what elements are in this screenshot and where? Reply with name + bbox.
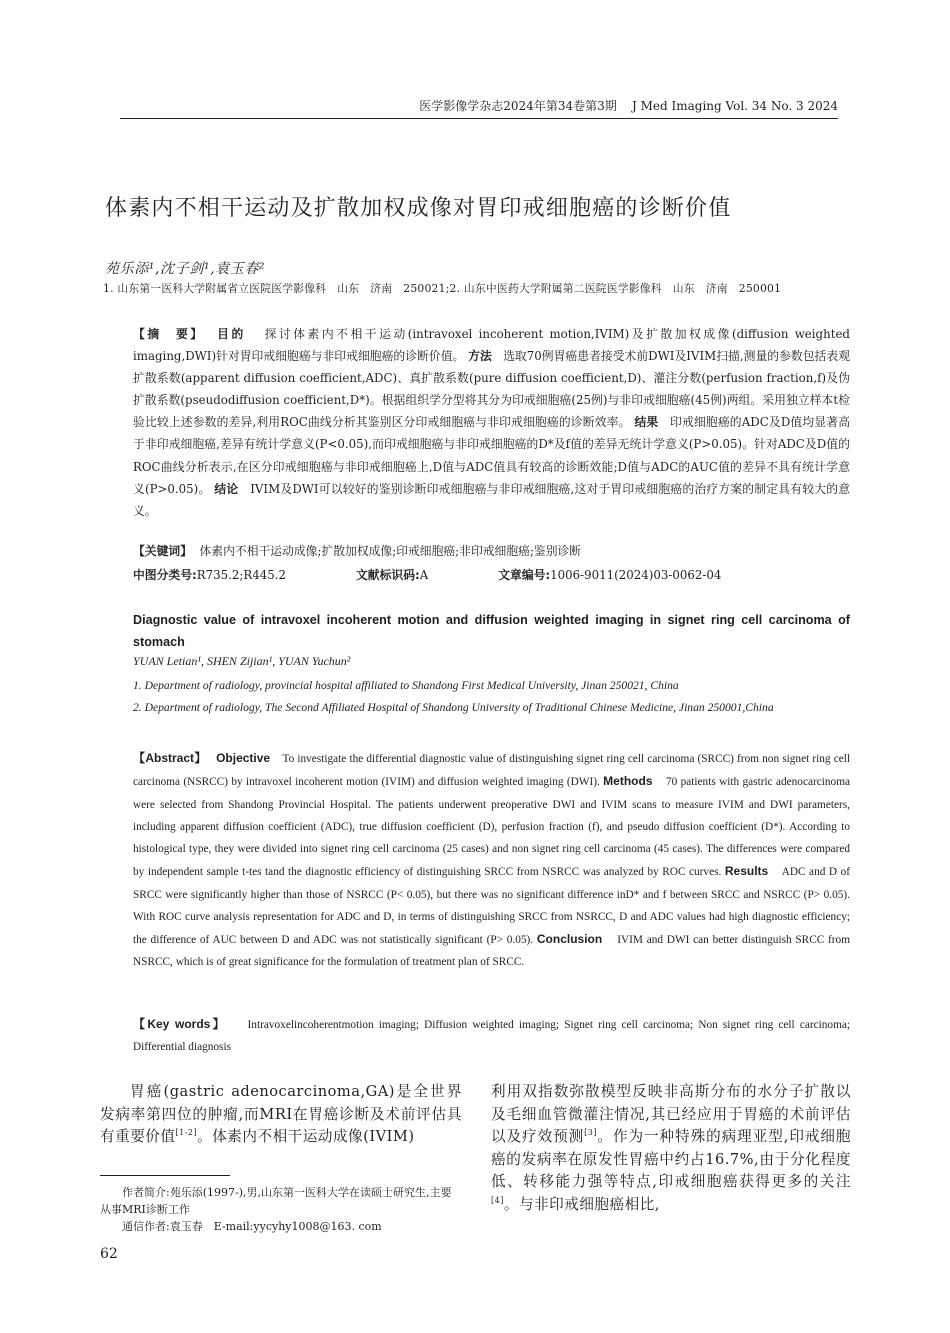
article-title-cn: 体素内不相干运动及扩散加权成像对胃印戒细胞癌的诊断价值 [105, 196, 732, 221]
clc-label: 中图分类号: [133, 568, 197, 582]
results-cn: 印戒细胞癌的ADC及D值均显著高于非印戒细胞癌,差异有统计学意义(P<0.05),而印戒细胞癌与非印戒细胞癌的D*及f值的差异无统计学意义(P>0.05)。针对ADC及D值的ROC曲线分析表示,在区分印戒细胞癌与非印戒细胞癌上,D值与ADC值具有较高的诊断效能;D值与ADC的AUC值的差异不具有统计学意义(P>0.05)。 [133, 415, 851, 496]
footnote-rule [100, 1175, 230, 1176]
body-right-text-1: 利用双指数弥散模型反映非高斯分布的水分子扩散以及毛细血管微灌注情况,其已经应用于胃癌的术前评估以及疗效预测 [491, 1083, 851, 1146]
body-left-column [100, 1081, 462, 1149]
header-rule [120, 118, 838, 119]
abstract-cn [133, 323, 850, 522]
footnote-author-intro: 作者简介:苑乐添(1997-),男,山东第一医科大学在读硕士研究生,主要从事MRI诊断工作 [100, 1186, 452, 1216]
keywords-en [133, 1013, 850, 1058]
conclusion-en: IVIM and DWI can better distinguish SRCC from NSRCC, which is of great significance for the formulation of treatment plan of SRCC. [133, 934, 850, 969]
running-header [120, 97, 838, 114]
citation-1-2: [1-2] [175, 1128, 198, 1138]
body-right-column [491, 1081, 851, 1217]
article-no-label: 文章编号: [498, 568, 551, 582]
page-number: 62 [100, 1246, 118, 1262]
doc-code-value: A [419, 568, 429, 582]
objective-en: To investigate the differential diagnostic value of distinguishing signet ring cell carcinoma (SRCC) from non signet ring cell carcinoma (NSRCC) by intravoxel incoherent motion (IVIM) and diffusion weighted imaging (DWI). [133, 753, 851, 789]
keywords-en-text: Intravoxelincoherentmotion imaging; Diffusion weighted imaging; Signet ring cell carcinoma; Non signet ring cell carcinoma; Differential diagnosis [133, 1019, 851, 1053]
objective-cn: 探讨体素内不相干运动(intravoxel incoherent motion,IVIM)及扩散加权成像(diffusion weighted imaging,DWI)针对胃印戒细胞癌与非印戒细胞癌的诊断价值。 [133, 327, 850, 364]
methods-cn: 选取70例胃癌患者接受术前DWI及IVIM扫描,测量的参数包括表观扩散系数(apparent diffusion coefficient,ADC)、真扩散系数(pure diffusion coefficient,D)、灌注分数(perfusion fraction,f)及伪扩散系数(pseudodiffusion coefficient,D*)。根据组织学分型将其分为印戒细胞癌(25例)与非印戒细胞癌(45例)两组。采用独立样本t检验比较上述参数的差异,利用ROC曲线分析其鉴别区分印戒细胞癌与非印戒细胞癌的诊断效率。 [133, 349, 850, 430]
authors-cn: 苑乐添¹,沈子剑¹,袁玉春² [105, 261, 266, 277]
authors-en: YUAN Letian¹, SHEN Zijian¹, YUAN Yuchun² [133, 654, 351, 668]
abstract-cn-label: 【摘 要】 [133, 327, 205, 341]
conclusion-label-en: Conclusion [536, 932, 603, 946]
article-no-value: 1006-9011(2024)03-0062-04 [550, 568, 722, 582]
conclusion-label-cn: 结论 [214, 481, 239, 496]
results-en: ADC and D of SRCC were significantly higher than those of NSRCC (P< 0.05), but there was no significant difference inD* and f between SRCC and NSRCC (P> 0.05). With ROC curve analysis representation for ADC and D, in terms of distinguishing SRCC from NSRCC, D and ADC values had high diagnostic efficiency; the difference of AUC between D and ADC was not statistically significant (P> 0.05). [133, 866, 850, 946]
results-label-cn: 结果 [634, 415, 659, 430]
header-en-journal: J Med Imaging Vol. 34 No. 3 2024 [632, 99, 838, 113]
footnote-corresponding: 通信作者:袁玉春 E-mail:yycyhy1008@163. com [122, 1220, 382, 1233]
classification-line [133, 566, 850, 583]
body-right-text-3: 。与非印戒细胞癌相比, [503, 1195, 660, 1213]
body-right-text-2: 。作为一种特殊的病理亚型,印戒细胞癌的发病率在原发性胃癌中约占16.7%,由于分化程度低、转移能力强等特点,印戒细胞癌获得更多的关注 [491, 1128, 851, 1191]
conclusion-cn: IVIM及DWI可以较好的鉴别诊断印戒细胞癌与非印戒细胞癌,这对于胃印戒细胞癌的治疗方案的制定具有较大的意义。 [133, 481, 851, 518]
keywords-en-label: 【Key words】 [133, 1017, 227, 1031]
clc-value: R735.2;R445.2 [196, 568, 286, 582]
results-label-en: Results [724, 864, 769, 879]
header-cn-journal: 医学影像学杂志2024年第34卷第3期 [419, 99, 617, 113]
methods-en: 70 patients with gastric adenocarcinoma were selected from Shandong Provincial Hospital. The patients underwent preoperative DWI and IVIM scans to measure IVIM and DWI parameters, including apparent diffusion coefficient (ADC), true diffusion coefficient (D), perfusion fraction (f), and pseudo diffusion coefficient (D*). According to histological type, they were divided into signet ring cell carcinoma (25 cases) and non signet ring cell carcinoma (45 cases). The differences were compared by independent sample t-tes tand the diagnostic efficiency of distinguishing SRCC from NSRCC was analyzed by ROC curves. [133, 776, 850, 879]
keywords-cn-text: 体素内不相干运动成像;扩散加权成像;印戒细胞癌;非印戒细胞癌;鉴别诊断 [199, 544, 582, 558]
article-title-en: Diagnostic value of intravoxel incoherent motion and diffusion weighted imaging in signet ring cell carcinoma of stomach [133, 613, 850, 649]
affiliation-cn: 1. 山东第一医科大学附属省立医院医学影像科 山东 济南 250021;2. 山东中医药大学附属第二医院医学影像科 山东 济南 250001 [103, 282, 782, 295]
abstract-en [133, 747, 850, 974]
body-left-text-2: 。体素内不相干运动成像(IVIM) [197, 1128, 415, 1146]
methods-label-cn: 方法 [468, 349, 492, 364]
body-left-text: 胃癌(gastric adenocarcinoma,GA)是全世界发病率第四位的肿瘤,而MRI在胃癌诊断及术前评估具有重要价值 [100, 1083, 462, 1146]
affiliation-en-2: 2. Department of radiology, The Second Affiliated Hospital of Shandong University of Traditional Chinese Medicine, Jinan 250001,China [133, 701, 774, 714]
abstract-en-label: 【Abstract】 [133, 751, 207, 765]
objective-label-cn: 目的 [217, 327, 246, 341]
objective-label-en: Objective [216, 751, 271, 765]
affiliation-en-1: 1. Department of radiology, provincial hospital affiliated to Shandong First Medical University, Jinan 250021, China [133, 679, 679, 692]
methods-label-en: Methods [603, 774, 653, 789]
doc-code-label: 文献标识码: [356, 568, 420, 582]
citation-3: [3] [584, 1128, 597, 1138]
keywords-cn-label: 【关键词】 [133, 544, 192, 558]
keywords-cn [133, 542, 850, 559]
citation-4: [4] [491, 1196, 504, 1206]
